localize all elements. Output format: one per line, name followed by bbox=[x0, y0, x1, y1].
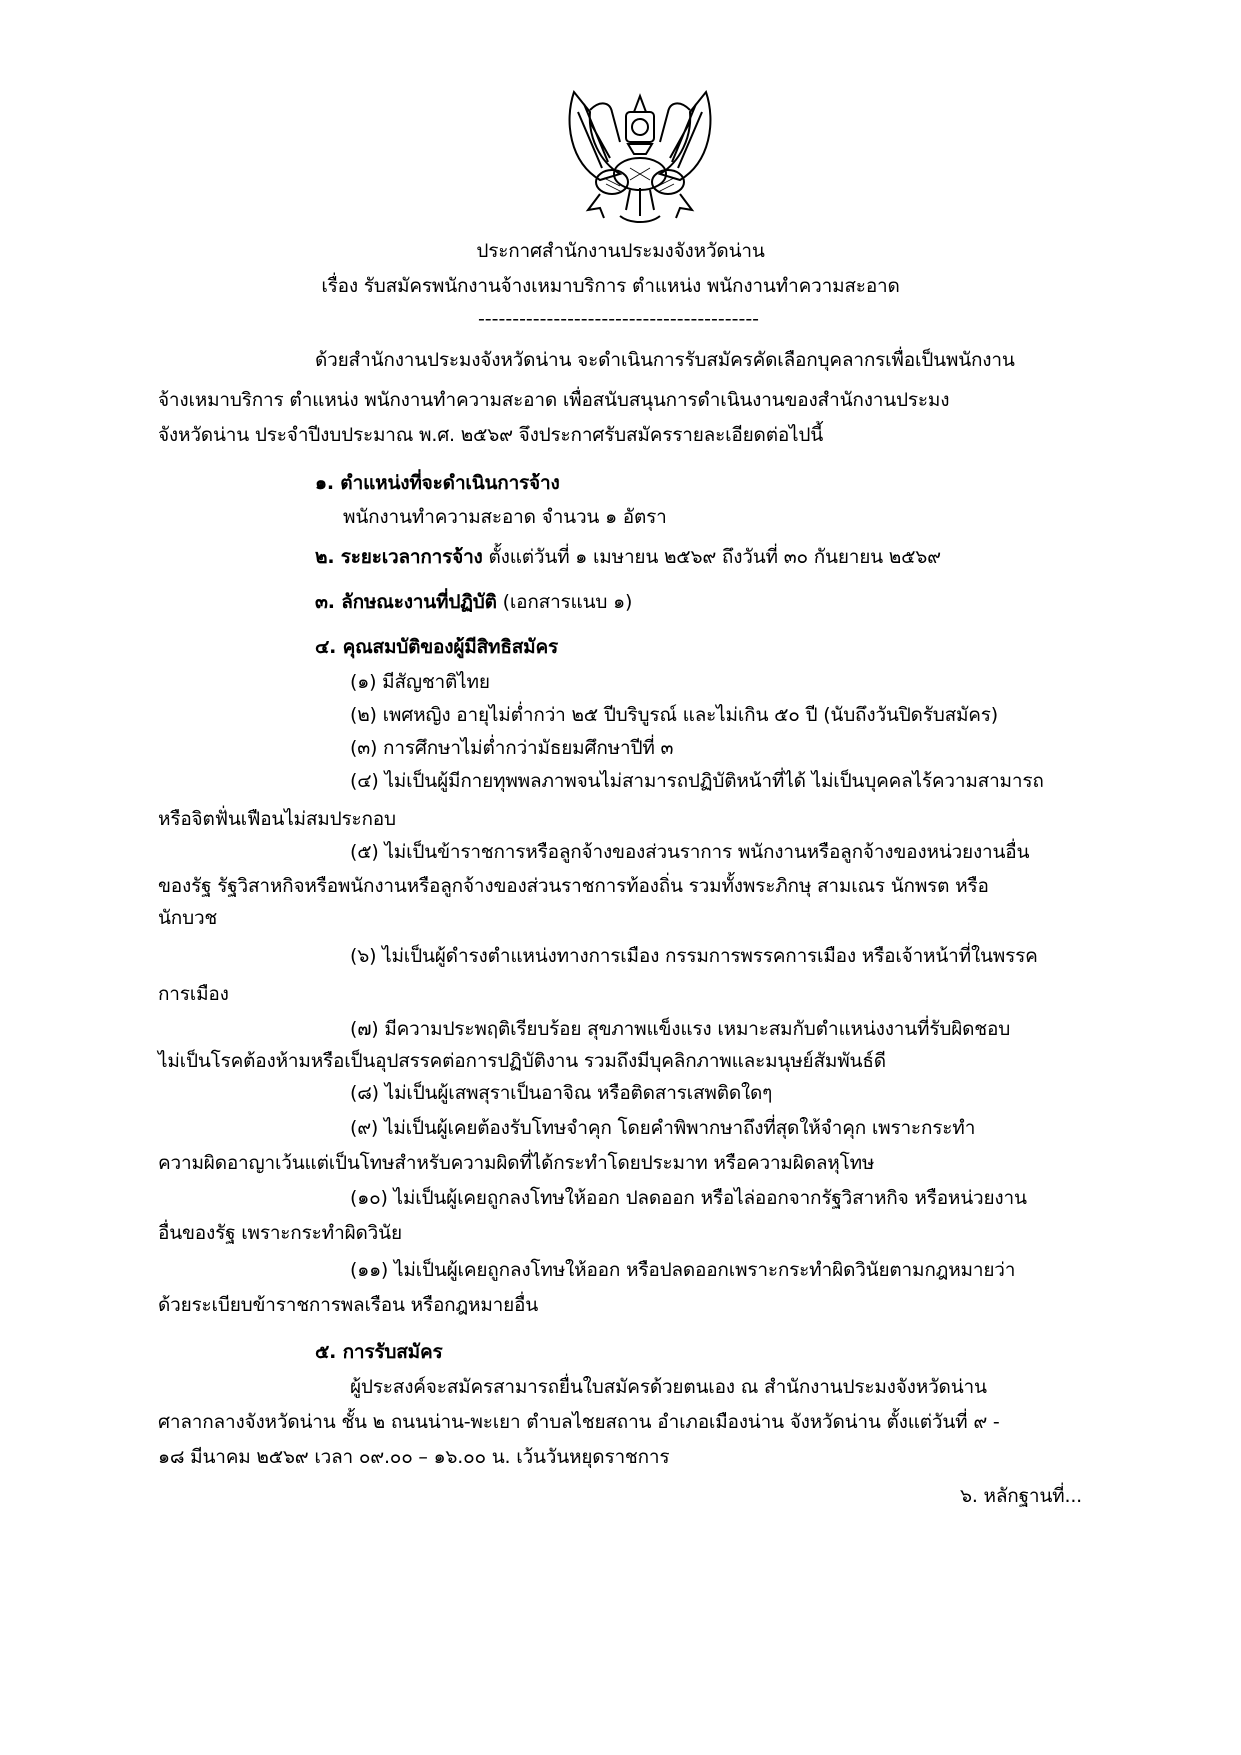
section-5-line-3: ๑๘ มีนาคม ๒๕๖๙ เวลา ๐๙.๐๐ – ๑๖.๐๐ น. เว้นวันหยุดราชการ bbox=[158, 1446, 670, 1468]
qualification-item-4-line-2: หรือจิตฟั่นเฟือนไม่สมประกอบ bbox=[158, 808, 396, 830]
qualification-item-9-line-1: (๙) ไม่เป็นผู้เคยต้องรับโทษจำคุก โดยคำพิพากษาถึงที่สุดให้จำคุก เพราะกระทำ bbox=[350, 1117, 976, 1139]
qualification-item-5-line-3: นักบวช bbox=[158, 907, 218, 929]
separator-line: ----------------------------------------- bbox=[477, 308, 760, 330]
section-2 bbox=[315, 544, 941, 570]
qualification-item-5-line-2: ของรัฐ รัฐวิสาหกิจหรือพนักงานหรือลูกจ้างของส่วนราชการท้องถิ่น รวมทั้งพระภิกษุ สามเณร นักพรต หรือ bbox=[158, 875, 989, 897]
section-5-line-2: ศาลากลางจังหวัดน่าน ชั้น ๒ ถนนน่าน-พะเยา ตำบลไชยสถาน อำเภอเมืองน่าน จังหวัดน่าน ตั้งแต่วันที่ ๙ - bbox=[158, 1411, 1000, 1433]
qualification-item-10-line-1: (๑๐) ไม่เป็นผู้เคยถูกลงโทษให้ออก ปลดออก หรือไล่ออกจากรัฐวิสาหกิจ หรือหน่วยงาน bbox=[350, 1187, 1027, 1209]
announcement-title: ประกาศสำนักงานประมงจังหวัดน่าน bbox=[476, 240, 765, 262]
qualification-item-1: (๑) มีสัญชาติไทย bbox=[350, 671, 490, 693]
section-2-body: ตั้งแต่วันที่ ๑ เมษายน ๒๕๖๙ ถึงวันที่ ๓๐ กันยายน ๒๕๖๙ bbox=[482, 546, 941, 568]
section-4-heading: ๔. คุณสมบัติของผู้มีสิทธิสมัคร bbox=[315, 636, 558, 658]
qualification-item-6-line-1: (๖) ไม่เป็นผู้ดำรงตำแหน่งทางการเมือง กรรมการพรรคการเมือง หรือเจ้าหน้าที่ในพรรค bbox=[350, 945, 1038, 967]
qualification-item-2: (๒) เพศหญิง อายุไม่ต่ำกว่า ๒๕ ปีบริบูรณ์ และไม่เกิน ๕๐ ปี (นับถึงวันปิดรับสมัคร) bbox=[350, 704, 999, 726]
section-5-heading: ๕. การรับสมัคร bbox=[315, 1341, 443, 1363]
section-3-body: (เอกสารแนบ ๑) bbox=[496, 591, 633, 613]
qualification-item-8: (๘) ไม่เป็นผู้เสพสุราเป็นอาจิณ หรือติดสารเสพติดใดๆ bbox=[350, 1082, 773, 1104]
qualification-item-7-line-2: ไม่เป็นโรคต้องห้ามหรือเป็นอุปสรรคต่อการปฏิบัติงาน รวมถึงมีบุคลิกภาพและมนุษย์สัมพันธ์ดี bbox=[158, 1050, 886, 1072]
qualification-item-5-line-1: (๕) ไม่เป็นข้าราชการหรือลูกจ้างของส่วนราการ พนักงานหรือลูกจ้างของหน่วยงานอื่น bbox=[350, 841, 1030, 863]
qualification-item-3: (๓) การศึกษาไม่ต่ำกว่ามัธยมศึกษาปีที่ ๓ bbox=[350, 737, 674, 759]
announcement-subject: เรื่อง รับสมัครพนักงานจ้างเหมาบริการ ตำแหน่ง พนักงานทำความสะอาด bbox=[321, 275, 900, 297]
garuda-emblem-icon bbox=[560, 82, 720, 230]
qualification-item-7-line-1: (๗) มีความประพฤติเรียบร้อย สุขภาพแข็งแรง เหมาะสมกับตำแหน่งงานที่รับผิดชอบ bbox=[350, 1018, 1011, 1040]
section-2-heading: ๒. ระยะเวลาการจ้าง bbox=[315, 546, 483, 568]
intro-line-1: ด้วยสำนักงานประมงจังหวัดน่าน จะดำเนินการรับสมัครคัดเลือกบุคลากรเพื่อเป็นพนักงาน bbox=[315, 349, 1015, 371]
section-3-heading: ๓. ลักษณะงานที่ปฏิบัติ bbox=[315, 591, 497, 613]
section-1-heading: ๑. ตำแหน่งที่จะดำเนินการจ้าง bbox=[315, 472, 560, 494]
qualification-item-10-line-2: อื่นของรัฐ เพราะกระทำผิดวินัย bbox=[158, 1222, 402, 1244]
qualification-item-6-line-2: การเมือง bbox=[158, 983, 229, 1005]
section-1-body: พนักงานทำความสะอาด จำนวน ๑ อัตรา bbox=[343, 506, 667, 528]
section-3 bbox=[315, 589, 632, 615]
qualification-item-4-line-1: (๔) ไม่เป็นผู้มีกายทุพพลภาพจนไม่สามารถปฏิบัติหน้าที่ได้ ไม่เป็นบุคคลไร้ความสามารถ bbox=[350, 770, 1044, 792]
page-continuation: ๖. หลักฐานที่... bbox=[960, 1485, 1082, 1507]
qualification-item-11-line-1: (๑๑) ไม่เป็นผู้เคยถูกลงโทษให้ออก หรือปลดออกเพราะกระทำผิดวินัยตามกฎหมายว่า bbox=[350, 1259, 1016, 1281]
intro-line-2: จ้างเหมาบริการ ตำแหน่ง พนักงานทำความสะอาด เพื่อสนับสนุนการดำเนินงานของสำนักงานประมง bbox=[158, 389, 950, 411]
qualification-item-9-line-2: ความผิดอาญาเว้นแต่เป็นโทษสำหรับความผิดที่ได้กระทำโดยประมาท หรือความผิดลหุโทษ bbox=[158, 1152, 875, 1174]
section-5-line-1: ผู้ประสงค์จะสมัครสามารถยื่นใบสมัครด้วยตนเอง ณ สำนักงานประมงจังหวัดน่าน bbox=[350, 1376, 987, 1398]
intro-line-3: จังหวัดน่าน ประจำปีงบประมาณ พ.ศ. ๒๕๖๙ จึงประกาศรับสมัครรายละเอียดต่อไปนี้ bbox=[158, 424, 824, 446]
qualification-item-11-line-2: ด้วยระเบียบข้าราชการพลเรือน หรือกฎหมายอื่น bbox=[158, 1294, 539, 1316]
